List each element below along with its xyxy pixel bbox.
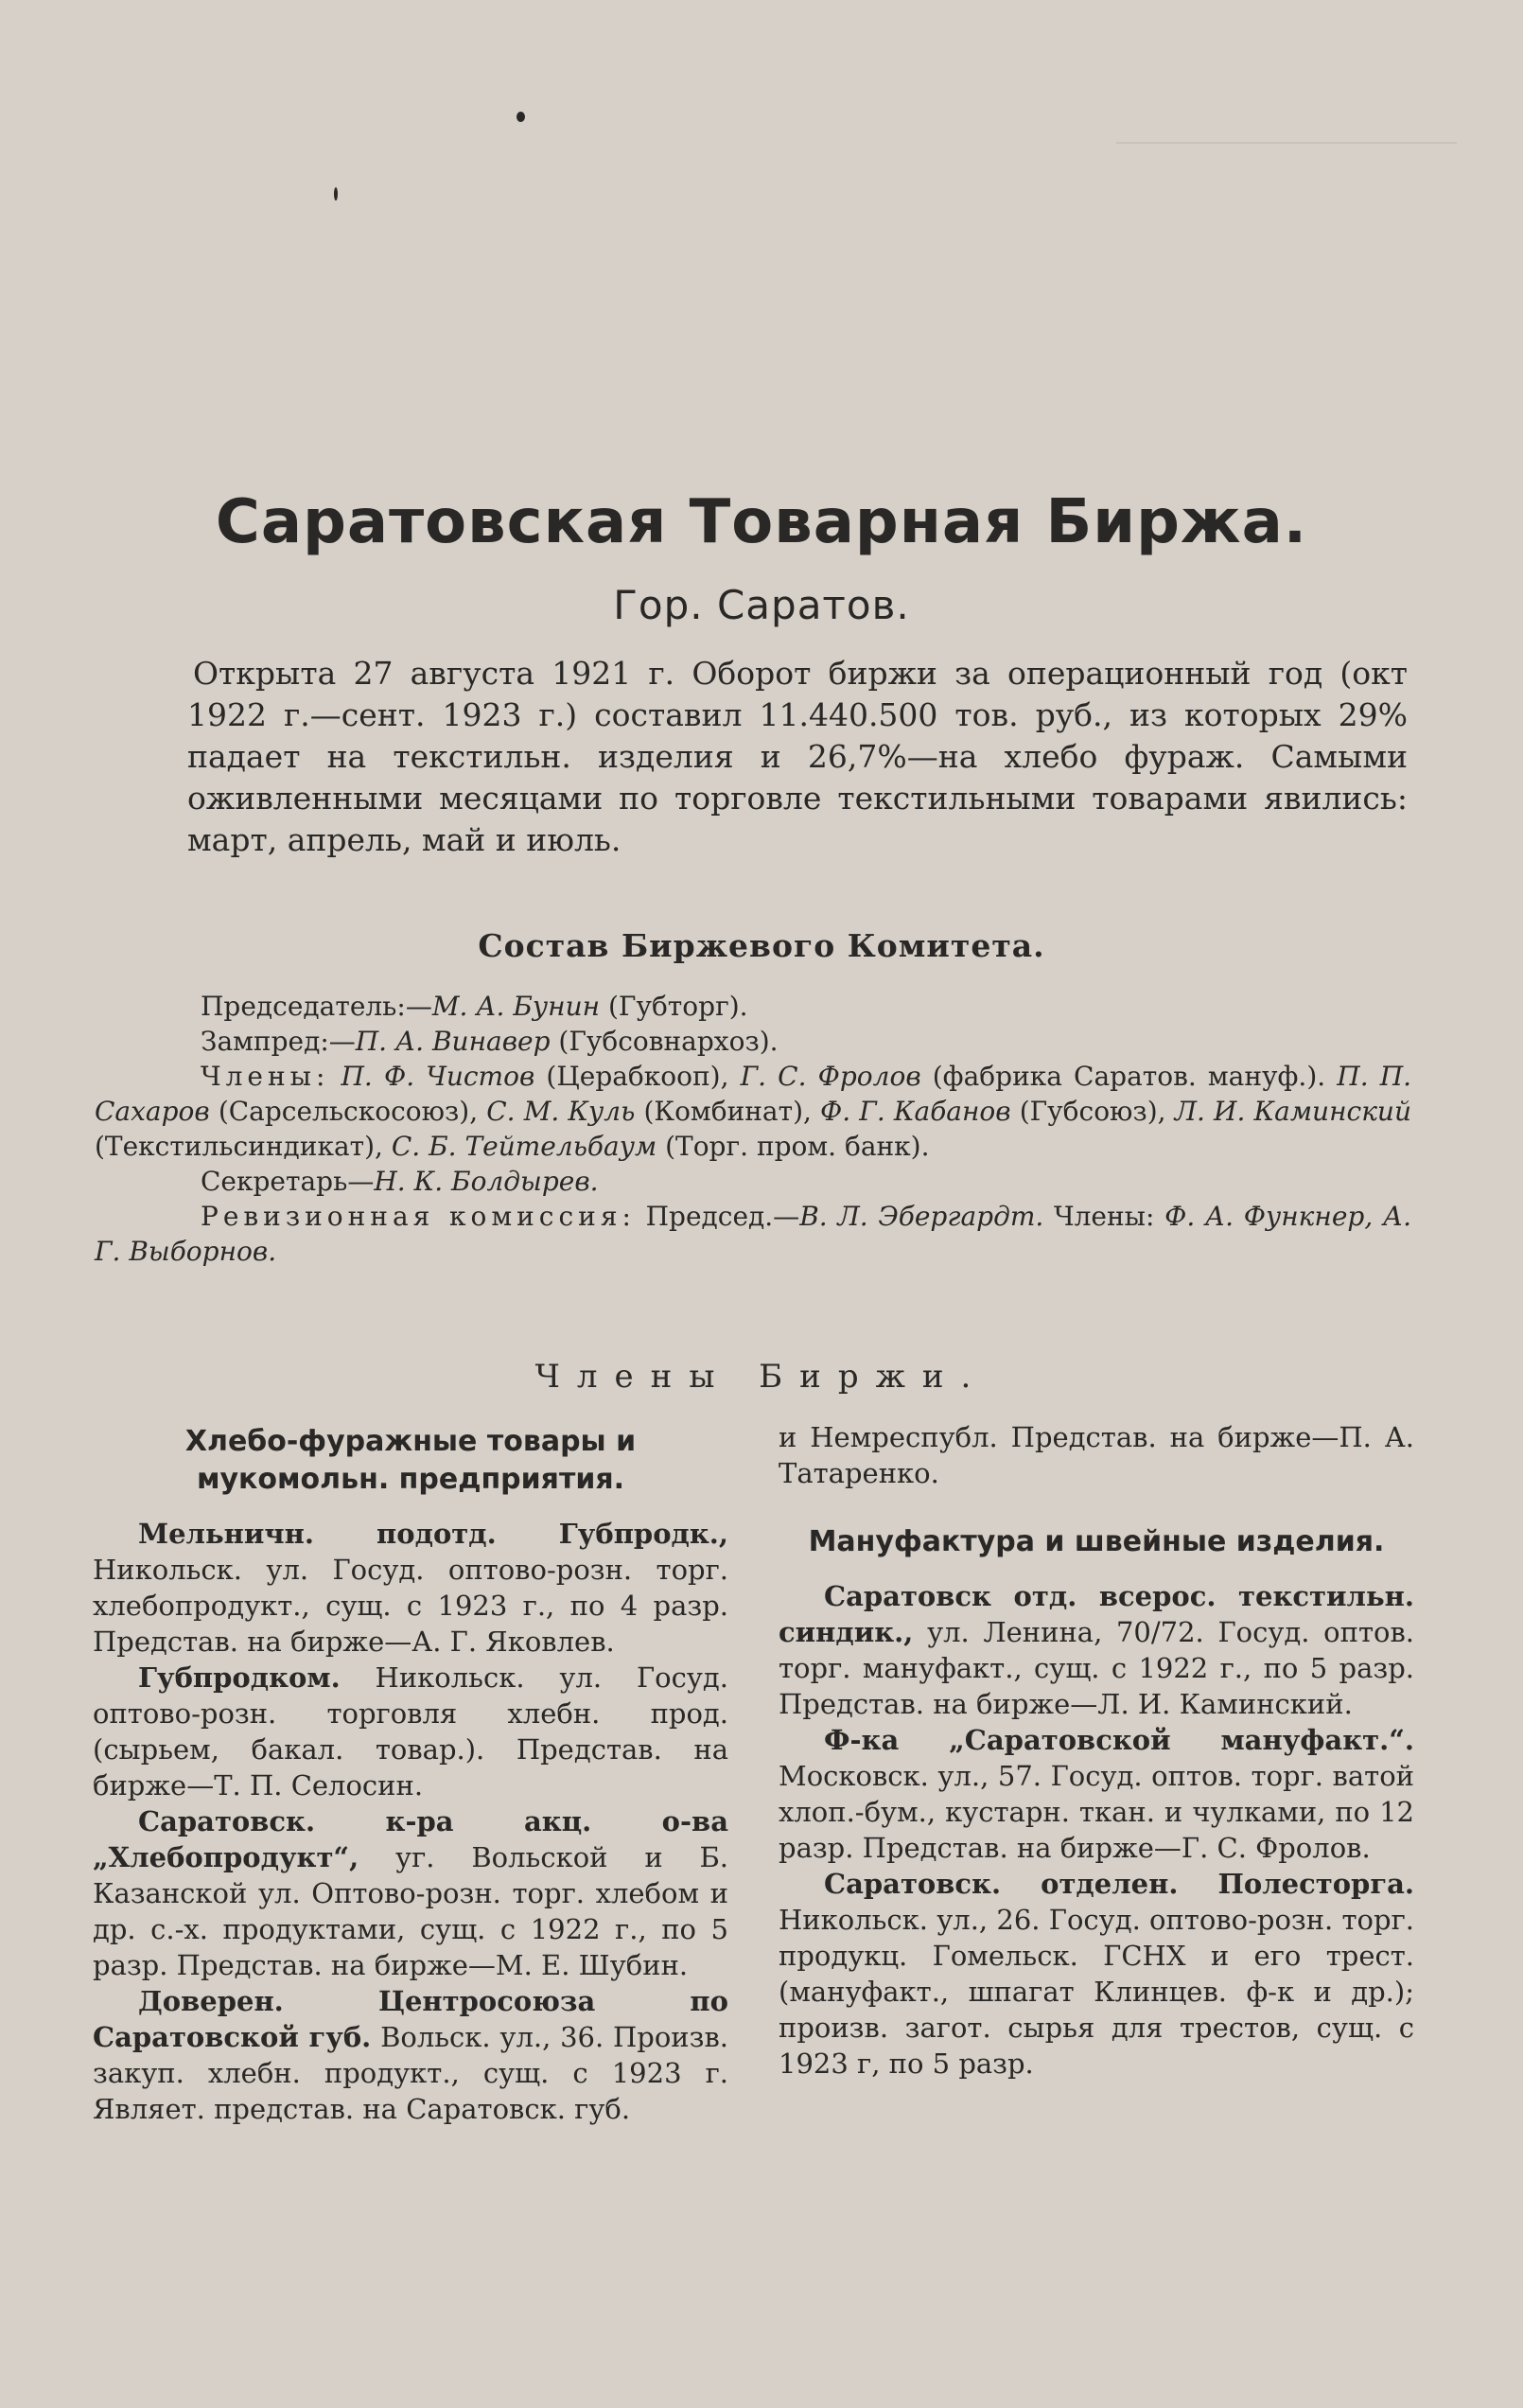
audit-line: Ревизионная комиссия: Председ.—В. Л. Эбергардт. Члены: Ф. А. Функнер, А. Г. Выборнов. <box>95 1201 1412 1267</box>
members-heading: Члены Биржи. <box>534 1358 989 1396</box>
committee-list <box>95 989 1411 1269</box>
secretary-line: Секретарь—Н. К. Болдырев. <box>201 1166 599 1197</box>
ink-speck <box>516 112 525 122</box>
left-column <box>93 1419 728 2127</box>
section-heading-textiles: Мануфактура и швейные изделия. <box>808 1525 1385 1558</box>
member-entry: Ф-ка „Саратовской мануфакт.“. Московск. ул., 57. Госуд. оптов. торг. ватой хлоп.-бум., кустарн. ткан. и чулками, по 12 разр. Представ. на бирже—Г. С. Фролов. <box>779 1724 1414 1864</box>
section-heading-grain: Хлебо-фуражные товары и мукомольн. предприятия. <box>184 1425 637 1496</box>
member-entry: Саратовск. к-ра акц. о-ва „Хлебопродукт“, уг. Вольской и Б. Казанской ул. Оптово-розн. торг. хлебом и др. с.-х. продуктами, сущ. с 1922 г., по 5 разр. Представ. на бирже—М. Е. Шубин. <box>93 1805 729 1981</box>
ink-speck <box>334 187 338 201</box>
page-title: Саратовская Товарная Биржа. <box>215 487 1308 557</box>
members-line: Члены: П. Ф. Чистов (Церабкооп), Г. С. Фролов (фабрика Саратов. мануф.). П. П. Сахаров (Сарсельскосоюз), С. М. Куль (Комбинат), Ф. Г. Кабанов (Губсоюз), Л. И. Каминский (Текстильсиндикат), С. Б. Тейтельбаум (Торг. пром. банк). <box>95 1061 1412 1162</box>
member-entry: Губпродком. Никольск. ул. Госуд. оптово-розн. торговля хлебн. прод. (сырьем, бакал. товар.). Представ. на бирже—Т. П. Селосин. <box>93 1661 728 1802</box>
continuation-text: и Немреспубл. Представ. на бирже—П. А. Татаренко. <box>779 1421 1414 1489</box>
chairman-line: Председатель:—М. А. Бунин (Губторг). <box>201 991 748 1022</box>
bleed-through-shadow <box>1116 104 1457 144</box>
deputy-line: Зампред:—П. А. Винавер (Губсовнархоз). <box>201 1026 779 1057</box>
member-entry: Мельничн. подотд. Губпродк., Никольск. ул. Госуд. оптово-розн. торг. хлебопродукт., сущ. с 1923 г., по 4 разр. Представ. на бирже—А. Г. Яковлев. <box>93 1518 728 1658</box>
member-entry: Саратовск отд. всерос. текстильн. синдик., ул. Ленина, 70/72. Госуд. оптов. торг. мануфакт., сущ. с 1922 г., по 5 разр. Представ. на бирже—Л. И. Каминский. <box>779 1580 1414 1720</box>
right-column <box>779 1419 1414 2082</box>
intro-paragraph: Открыта 27 августа 1921 г. Оборот биржи за операционный год (окт 1922 г.—сент. 1923 г.) составил 11.440.500 тов. руб., из которых 29% падает на текстильн. изделия и 26,7%—на хлебо фураж. Самыми оживленными месяцами по торговле текстильными товарами явились: март, апрель, май и июль. <box>187 655 1408 858</box>
committee-heading: Состав Биржевого Комитета. <box>478 927 1045 964</box>
member-entry: Саратовск. отделен. Полесторга. Никольск. ул., 26. Госуд. оптово-розн. торг. продукц. Гомельск. ГСНХ и его трест. (мануфакт., шпагат Клинцев. ф-к и др.); произв. загот. сырья для трестов, сущ. с 1923 г, по 5 разр. <box>779 1868 1414 2080</box>
page-subtitle: Гор. Саратов. <box>613 582 910 628</box>
member-entry: Доверен. Центросоюза по Саратовской губ. Вольск. ул., 36. Произв. закуп. хлебн. продукт., сущ. с 1923 г. Являет. представ. на Саратовск. губ. <box>93 1985 728 2125</box>
